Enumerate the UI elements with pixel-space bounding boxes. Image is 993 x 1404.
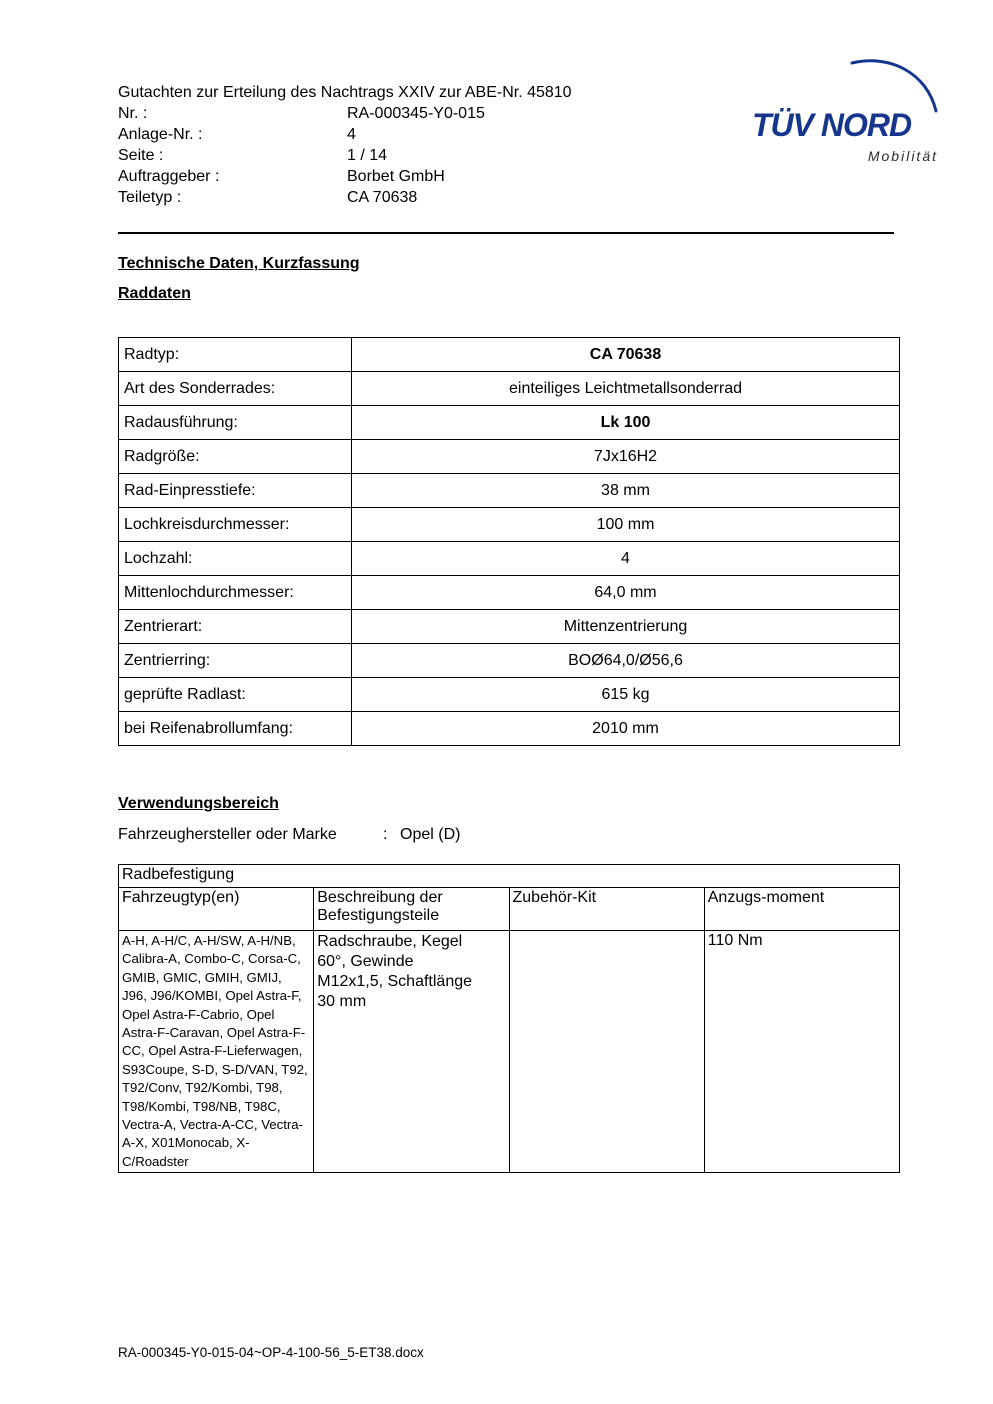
column-header-beschreibung: Beschreibung der Befestigungsteile xyxy=(314,888,509,931)
section-title-verwendungsbereich: Verwendungsbereich xyxy=(118,795,279,812)
header-field-row xyxy=(118,187,900,208)
field-value: 1 / 14 xyxy=(347,147,388,164)
table-row xyxy=(119,440,900,474)
row-label-cell: Lochkreisdurchmesser: xyxy=(119,508,352,542)
tuv-nord-logo xyxy=(752,54,944,168)
section-title-raddaten: Raddaten xyxy=(118,285,191,302)
field-label: Anlage-Nr. : xyxy=(118,126,203,143)
logo-tagline: Mobilität xyxy=(867,148,938,164)
table-row xyxy=(119,338,900,372)
manufacturer-line xyxy=(118,826,900,844)
field-value: RA-000345-Y0-015 xyxy=(347,105,485,122)
manufacturer-value: Opel (D) xyxy=(400,826,461,843)
zubehoer-kit-cell xyxy=(509,931,704,1173)
document-title: Gutachten zur Erteilung des Nachtrags XXIV zur ABE-Nr. 45810 xyxy=(118,84,572,101)
row-value-cell: BOØ64,0/Ø56,6 xyxy=(352,644,900,678)
row-value-cell: Mittenzentrierung xyxy=(352,610,900,644)
table-row xyxy=(119,474,900,508)
table-row xyxy=(119,576,900,610)
section-title-technische-daten: Technische Daten, Kurzfassung xyxy=(118,255,360,272)
row-label-cell: Rad-Einpresstiefe: xyxy=(119,474,352,508)
table-row xyxy=(119,406,900,440)
row-value-cell: 38 mm xyxy=(352,474,900,508)
column-header-fahrzeugtyp: Fahrzeugtyp(en) xyxy=(119,888,314,931)
radbefestigung-title-cell: Radbefestigung xyxy=(119,865,900,888)
row-value-cell: 2010 mm xyxy=(352,712,900,746)
row-value-cell: 100 mm xyxy=(352,508,900,542)
logo-wordmark: TÜV NORD xyxy=(752,107,912,143)
column-header-zubehoer-kit: Zubehör-Kit xyxy=(509,888,704,931)
manufacturer-separator: : xyxy=(383,826,388,843)
row-value-cell: 7Jx16H2 xyxy=(352,440,900,474)
row-label-cell: Radtyp: xyxy=(119,338,352,372)
field-value: 4 xyxy=(347,126,356,143)
row-label-cell: Zentrierart: xyxy=(119,610,352,644)
table-row xyxy=(119,610,900,644)
row-label-cell: bei Reifenabrollumfang: xyxy=(119,712,352,746)
row-value-cell: Lk 100 xyxy=(352,406,900,440)
field-value: Borbet GmbH xyxy=(347,168,445,185)
table-row xyxy=(119,678,900,712)
table-title-row xyxy=(119,865,900,888)
field-label: Auftraggeber : xyxy=(118,168,220,185)
raddaten-table xyxy=(118,337,900,746)
field-label: Nr. : xyxy=(118,105,148,122)
row-value-cell: 4 xyxy=(352,542,900,576)
radbefestigung-table xyxy=(118,864,900,1173)
footer-filename: RA-000345-Y0-015-04~OP-4-100-56_5-ET38.docx xyxy=(118,1345,424,1360)
table-row xyxy=(119,712,900,746)
column-header-anzugsmoment: Anzugs-moment xyxy=(704,888,899,931)
table-row xyxy=(119,542,900,576)
row-label-cell: Radausführung: xyxy=(119,406,352,440)
row-label-cell: Lochzahl: xyxy=(119,542,352,576)
table-header-row xyxy=(119,888,900,931)
row-label-cell: Radgröße: xyxy=(119,440,352,474)
row-value-cell: CA 70638 xyxy=(352,338,900,372)
row-value-cell: 64,0 mm xyxy=(352,576,900,610)
table-row xyxy=(119,644,900,678)
field-value: CA 70638 xyxy=(347,189,418,206)
header-divider xyxy=(118,232,894,234)
row-value-cell: einteiliges Leichtmetallsonderrad xyxy=(352,372,900,406)
field-label: Seite : xyxy=(118,147,164,164)
fahrzeugtyp-cell: A-H, A-H/C, A-H/SW, A-H/NB, Calibra-A, Combo-C, Corsa-C, GMIB, GMIC, GMIH, GMIJ, J96, J96/KOMBI, Opel Astra-F, Opel Astra-F-Cabrio, Opel Astra-F-Caravan, Opel Astra-F-CC, Opel Astra-F-Lieferwagen, S93Coupe, S-D, S-D/VAN, T92, T92/Conv, T92/Kombi, T98, T98/Kombi, T98/NB, T98C, Vectra-A, Vectra-A-CC, Vectra-A-X, X01Monocab, X-C/Roadster xyxy=(119,931,314,1173)
logo-swoosh-icon xyxy=(852,61,936,111)
row-label-cell: Mittenlochdurchmesser: xyxy=(119,576,352,610)
header-field-row xyxy=(118,166,900,187)
table-row xyxy=(119,931,900,1173)
row-label-cell: Art des Sonderrades: xyxy=(119,372,352,406)
anzugsmoment-cell: 110 Nm xyxy=(704,931,899,1173)
manufacturer-label: Fahrzeughersteller oder Marke xyxy=(118,826,337,843)
table-row xyxy=(119,372,900,406)
table-row xyxy=(119,508,900,542)
row-value-cell: 615 kg xyxy=(352,678,900,712)
row-label-cell: Zentrierring: xyxy=(119,644,352,678)
beschreibung-cell: Radschraube, Kegel 60°, Gewinde M12x1,5, Schaftlänge 30 mm xyxy=(314,931,509,1173)
field-label: Teiletyp : xyxy=(118,189,182,206)
row-label-cell: geprüfte Radlast: xyxy=(119,678,352,712)
